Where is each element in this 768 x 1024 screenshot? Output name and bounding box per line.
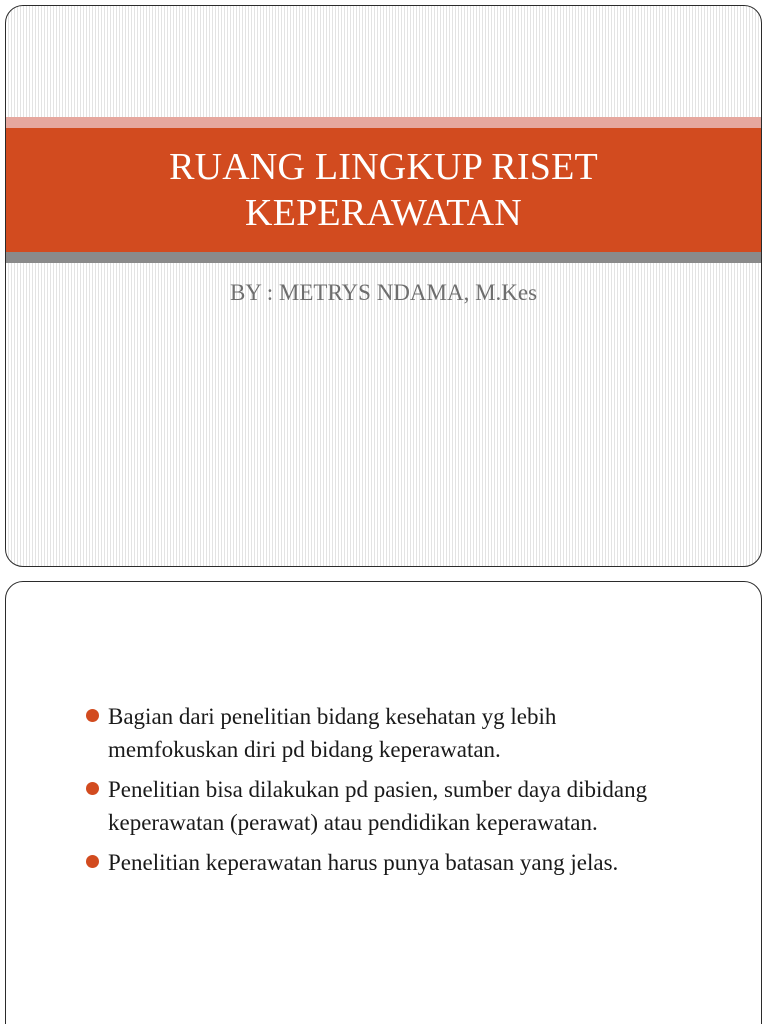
title-band [6, 128, 761, 252]
bullet-item [84, 700, 684, 766]
slide-title: RUANG LINGKUP RISET KEPERAWATAN [169, 146, 598, 234]
bullet-text: Penelitian bisa dilakukan pd pasien, sumber daya dibidang keperawatan (perawat) atau pendidikan keperawatan. [108, 777, 648, 835]
content-slide [5, 581, 762, 1024]
bullet-dot-icon [86, 709, 99, 722]
bullet-text: Penelitian keperawatan harus punya batasan yang jelas. [108, 850, 619, 875]
title-slide [5, 5, 762, 567]
bullet-dot-icon [86, 855, 99, 868]
bullet-text: Bagian dari penelitian bidang kesehatan yg lebih memfokuskan diri pd bidang keperawatan. [108, 704, 557, 762]
slide-subtitle: BY : METRYS NDAMA, M.Kes [229, 280, 538, 305]
bullet-item [84, 846, 684, 879]
bullet-dot-icon [86, 782, 99, 795]
bullet-list [84, 700, 684, 886]
title-band-bottom-stripe [6, 252, 761, 263]
title-band-top-stripe [6, 117, 761, 128]
bullet-item [84, 773, 684, 839]
